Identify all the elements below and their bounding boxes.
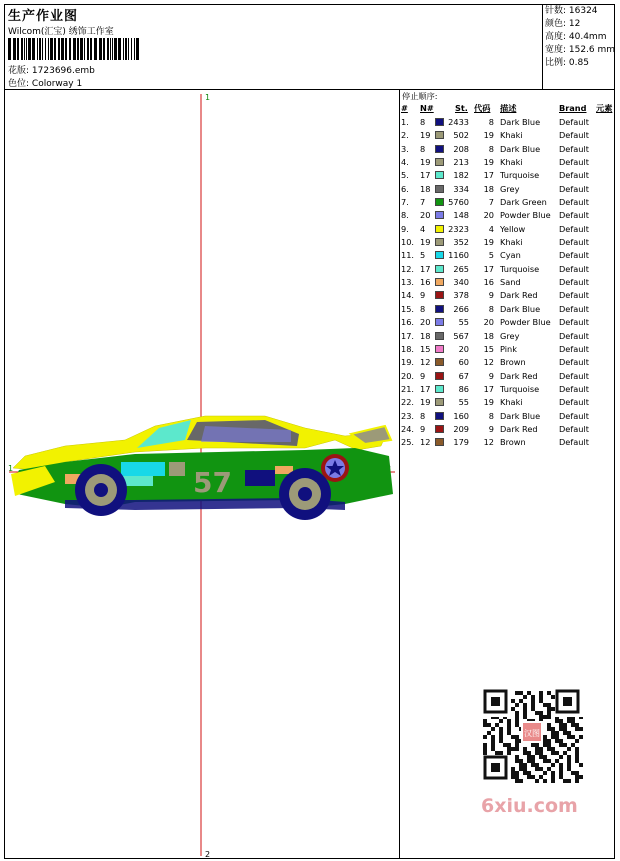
table-row	[400, 303, 614, 316]
row-description: Grey	[500, 183, 520, 194]
col-brand: Brand	[559, 103, 587, 113]
color-swatch	[435, 225, 444, 233]
row-brand: Default	[559, 250, 589, 261]
stop-sequence-heading: 停止顺序:	[402, 91, 438, 101]
row-code: 19	[483, 237, 494, 248]
row-needle: 17	[420, 170, 431, 181]
row-code: 12	[483, 357, 494, 368]
row-index: 7.	[401, 197, 409, 208]
row-code: 17	[483, 170, 494, 181]
color-swatch	[435, 305, 444, 313]
row-brand: Default	[559, 383, 589, 394]
col-description: 描述	[500, 103, 517, 113]
table-row	[400, 209, 614, 222]
row-code: 15	[483, 343, 494, 354]
row-brand: Default	[559, 437, 589, 448]
row-description: Dark Blue	[500, 410, 541, 421]
row-index: 14.	[401, 290, 415, 301]
table-row	[400, 196, 614, 209]
row-index: 19.	[401, 357, 415, 368]
table-row	[400, 143, 614, 156]
row-needle: 17	[420, 263, 431, 274]
row-code: 9	[488, 370, 494, 381]
row-description: Dark Blue	[500, 303, 541, 314]
row-needle: 17	[420, 383, 431, 394]
row-description: Brown	[500, 437, 526, 448]
row-brand: Default	[559, 303, 589, 314]
row-description: Grey	[500, 330, 520, 341]
table-row	[400, 436, 614, 449]
header-panel	[5, 5, 614, 90]
stop-sequence-table	[400, 90, 614, 450]
color-count: 颜色: 12	[545, 19, 581, 29]
row-description: Khaki	[500, 237, 523, 248]
row-code: 17	[483, 263, 494, 274]
row-description: Powder Blue	[500, 210, 551, 221]
col-needle: N#	[420, 103, 434, 113]
row-stitches: 502	[453, 130, 469, 141]
page-title: 生产作业图	[8, 9, 79, 24]
color-swatch	[435, 318, 444, 326]
row-stitches: 378	[453, 290, 469, 301]
row-stitches: 265	[453, 263, 469, 274]
row-brand: Default	[559, 290, 589, 301]
row-stitches: 208	[453, 143, 469, 154]
row-brand: Default	[559, 317, 589, 328]
row-index: 6.	[401, 183, 409, 194]
row-index: 23.	[401, 410, 415, 421]
row-needle: 8	[420, 117, 426, 127]
design-file-label: 花版:	[8, 66, 30, 76]
row-index: 12.	[401, 263, 415, 274]
row-needle: 8	[420, 303, 426, 314]
row-needle: 20	[420, 210, 431, 221]
color-swatch	[435, 185, 444, 193]
row-needle: 19	[420, 130, 431, 141]
row-needle: 9	[420, 370, 426, 381]
row-needle: 12	[420, 357, 431, 368]
row-description: Dark Blue	[500, 143, 541, 154]
row-stitches: 55	[458, 397, 469, 408]
row-index: 1.	[401, 117, 409, 127]
color-swatch	[435, 131, 444, 139]
design-height: 高度: 40.4mm	[545, 32, 607, 42]
row-stitches: 334	[453, 183, 469, 194]
row-needle: 19	[420, 157, 431, 168]
row-needle: 15	[420, 343, 431, 354]
color-swatch	[435, 425, 444, 433]
row-stitches: 567	[453, 330, 469, 341]
row-description: Dark Blue	[500, 117, 541, 127]
row-brand: Default	[559, 343, 589, 354]
row-stitches: 67	[458, 370, 469, 381]
row-brand: Default	[559, 237, 589, 248]
row-description: Powder Blue	[500, 317, 551, 328]
color-swatch	[435, 145, 444, 153]
design-width: 宽度: 152.6 mm	[545, 45, 616, 55]
row-stitches: 179	[453, 437, 469, 448]
row-index: 13.	[401, 277, 415, 288]
table-row	[400, 276, 614, 289]
table-header-row	[400, 102, 614, 116]
row-code: 8	[488, 117, 494, 127]
row-needle: 8	[420, 143, 426, 154]
row-brand: Default	[559, 370, 589, 381]
barcode	[8, 38, 142, 60]
design-scale: 比例: 0.85	[545, 58, 589, 68]
row-description: Dark Red	[500, 423, 538, 434]
table-row	[400, 263, 614, 276]
row-code: 9	[488, 423, 494, 434]
row-index: 17.	[401, 330, 415, 341]
row-code: 19	[483, 157, 494, 168]
row-code: 9	[488, 290, 494, 301]
worksheet	[4, 4, 615, 859]
row-stitches: 213	[453, 157, 469, 168]
row-needle: 16	[420, 277, 431, 288]
row-description: Dark Red	[500, 290, 538, 301]
row-description: Sand	[500, 277, 521, 288]
design-preview	[5, 90, 399, 858]
row-description: Yellow	[500, 223, 526, 234]
row-needle: 19	[420, 237, 431, 248]
row-brand: Default	[559, 170, 589, 181]
row-code: 20	[483, 210, 494, 221]
row-code: 8	[488, 143, 494, 154]
row-code: 7	[488, 197, 494, 208]
table-body	[400, 116, 614, 450]
company-name: Wilcom(汇宝) 绣饰工作室	[8, 27, 114, 37]
qr-code	[475, 685, 587, 785]
table-row	[400, 330, 614, 343]
row-index: 3.	[401, 143, 409, 154]
row-code: 12	[483, 437, 494, 448]
row-stitches: 182	[453, 170, 469, 181]
row-needle: 5	[420, 250, 426, 261]
row-description: Khaki	[500, 397, 523, 408]
row-code: 4	[488, 223, 494, 234]
row-brand: Default	[559, 330, 589, 341]
row-brand: Default	[559, 223, 589, 234]
table-row	[400, 223, 614, 236]
row-stitches: 148	[453, 210, 469, 221]
row-index: 15.	[401, 303, 415, 314]
color-swatch	[435, 398, 444, 406]
row-index: 24.	[401, 423, 415, 434]
color-swatch	[435, 198, 444, 206]
table-row	[400, 423, 614, 436]
table-row	[400, 396, 614, 409]
row-index: 22.	[401, 397, 415, 408]
color-swatch	[435, 171, 444, 179]
row-index: 8.	[401, 210, 409, 221]
row-needle: 20	[420, 317, 431, 328]
row-code: 17	[483, 383, 494, 394]
row-index: 11.	[401, 250, 415, 261]
color-swatch	[435, 438, 444, 446]
row-index: 18.	[401, 343, 415, 354]
table-row	[400, 169, 614, 182]
row-code: 19	[483, 130, 494, 141]
table-row	[400, 129, 614, 142]
row-index: 5.	[401, 170, 409, 181]
table-row	[400, 116, 614, 129]
car-number: 57	[193, 466, 232, 499]
color-swatch	[435, 238, 444, 246]
row-code: 20	[483, 317, 494, 328]
row-brand: Default	[559, 423, 589, 434]
row-brand: Default	[559, 397, 589, 408]
row-code: 8	[488, 410, 494, 421]
table-row	[400, 356, 614, 369]
row-needle: 18	[420, 330, 431, 341]
stitch-count: 针数: 16324	[545, 6, 598, 16]
design-file-name: 1723696.emb	[31, 66, 95, 76]
guide-label-left: 1	[8, 464, 14, 473]
col-index: #	[401, 103, 408, 113]
col-code: 代码	[474, 103, 491, 113]
row-brand: Default	[559, 143, 589, 154]
table-row	[400, 370, 614, 383]
row-code: 18	[483, 330, 494, 341]
table-row	[400, 343, 614, 356]
guide-label-top: 1	[205, 93, 211, 102]
row-description: Dark Green	[500, 197, 547, 208]
colorway-name: Colorway 1	[31, 79, 83, 89]
row-stitches: 352	[453, 237, 469, 248]
table-row	[400, 410, 614, 423]
row-index: 4.	[401, 157, 409, 168]
colorway-line	[8, 76, 82, 89]
color-swatch	[435, 358, 444, 366]
row-index: 10.	[401, 237, 415, 248]
color-swatch	[435, 251, 444, 259]
color-swatch	[435, 372, 444, 380]
row-stitches: 5760	[448, 197, 469, 208]
row-needle: 18	[420, 183, 431, 194]
color-swatch	[435, 158, 444, 166]
table-row	[400, 383, 614, 396]
row-code: 19	[483, 397, 494, 408]
row-needle: 4	[420, 223, 426, 234]
row-needle: 9	[420, 423, 426, 434]
row-description: Pink	[500, 343, 517, 354]
row-index: 2.	[401, 130, 409, 141]
color-swatch	[435, 412, 444, 420]
table-row	[400, 289, 614, 302]
row-stitches: 86	[458, 383, 469, 394]
row-brand: Default	[559, 157, 589, 168]
row-needle: 19	[420, 397, 431, 408]
color-swatch	[435, 278, 444, 286]
rear-wheel	[279, 468, 331, 520]
color-swatch	[435, 211, 444, 219]
table-row	[400, 249, 614, 262]
watermark-text: 6xiu.com	[481, 795, 578, 817]
color-swatch	[435, 118, 444, 126]
row-stitches: 2323	[448, 223, 469, 234]
row-description: Dark Red	[500, 370, 538, 381]
row-index: 9.	[401, 223, 409, 234]
row-code: 16	[483, 277, 494, 288]
row-brand: Default	[559, 263, 589, 274]
row-stitches: 60	[458, 357, 469, 368]
row-description: Turquoise	[500, 170, 540, 181]
row-needle: 12	[420, 437, 431, 448]
table-row	[400, 183, 614, 196]
table-row	[400, 236, 614, 249]
row-description: Khaki	[500, 130, 523, 141]
color-swatch	[435, 265, 444, 273]
col-stitches: St.	[455, 103, 468, 113]
color-swatch	[435, 291, 444, 299]
row-brand: Default	[559, 183, 589, 194]
row-needle: 8	[420, 410, 426, 421]
row-stitches: 55	[458, 317, 469, 328]
row-description: Brown	[500, 357, 526, 368]
row-description: Cyan	[500, 250, 521, 261]
row-stitches: 266	[453, 303, 469, 314]
row-description: Turquoise	[500, 263, 540, 274]
row-description: Khaki	[500, 157, 523, 168]
row-needle: 7	[420, 197, 426, 208]
row-index: 25.	[401, 437, 415, 448]
colorway-label: 色位:	[8, 79, 30, 89]
row-brand: Default	[559, 197, 589, 208]
row-code: 8	[488, 303, 494, 314]
color-swatch	[435, 345, 444, 353]
front-wheel	[75, 464, 127, 516]
table-row	[400, 316, 614, 329]
row-description: Turquoise	[500, 383, 540, 394]
row-brand: Default	[559, 130, 589, 141]
stats-panel	[542, 5, 615, 89]
row-stitches: 209	[453, 423, 469, 434]
qr-badge-text: 汉图	[524, 729, 540, 738]
row-stitches: 20	[458, 343, 469, 354]
row-stitches: 160	[453, 410, 469, 421]
row-needle: 9	[420, 290, 426, 301]
row-stitches: 1160	[448, 250, 469, 261]
guide-label-bottom: 2	[205, 850, 211, 858]
row-stitches: 340	[453, 277, 469, 288]
row-brand: Default	[559, 210, 589, 221]
row-index: 20.	[401, 370, 415, 381]
row-code: 5	[488, 250, 494, 261]
col-element: 元素	[596, 103, 613, 113]
table-row	[400, 156, 614, 169]
color-swatch	[435, 332, 444, 340]
row-brand: Default	[559, 277, 589, 288]
decal-cyan	[121, 462, 165, 476]
row-brand: Default	[559, 117, 589, 127]
row-stitches: 2433	[448, 117, 469, 127]
row-brand: Default	[559, 410, 589, 421]
row-index: 16.	[401, 317, 415, 328]
design-file-line	[8, 63, 95, 76]
row-code: 18	[483, 183, 494, 194]
color-swatch	[435, 385, 444, 393]
race-car-design	[11, 416, 393, 520]
row-index: 21.	[401, 383, 415, 394]
row-brand: Default	[559, 357, 589, 368]
